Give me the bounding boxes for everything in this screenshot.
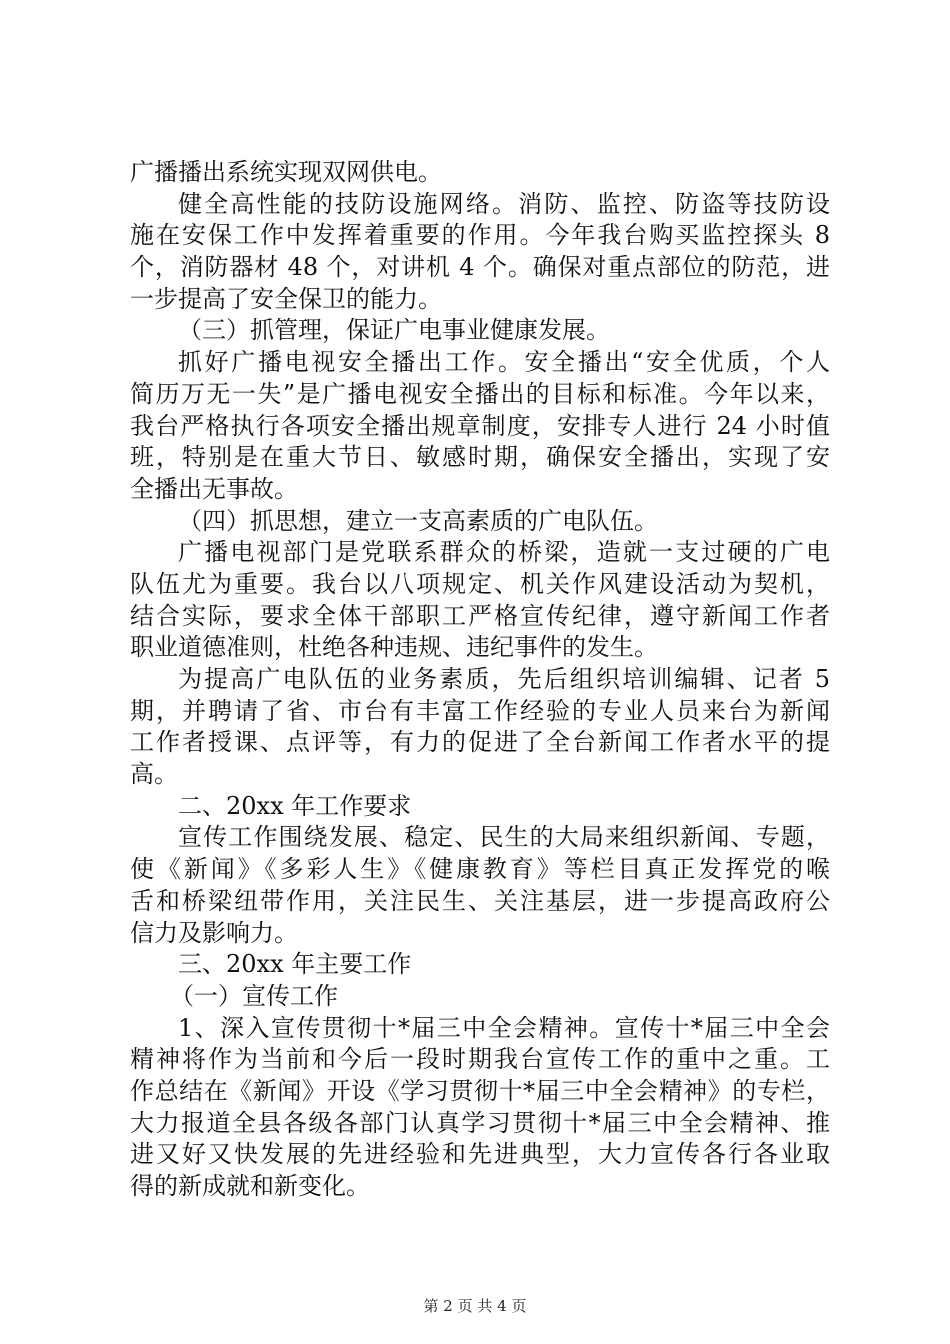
text-line: 信力及影响力。 bbox=[130, 918, 298, 947]
text-line: 抓好广播电视安全播出工作。安全播出“安全优质，个人 bbox=[178, 348, 830, 377]
text-line: 广播电视部门是党联系群众的桥梁，造就一支过硬的广电 bbox=[178, 538, 830, 567]
text-line: 期，并聘请了省、市台有丰富工作经验的专业人员来台为新闻 bbox=[130, 696, 830, 725]
text-line: 使《新闻》《多彩人生》《健康教育》等栏目真正发挥党的喉 bbox=[130, 855, 830, 884]
page-footer: 第 2 页 共 4 页 bbox=[423, 1297, 527, 1315]
text-line: 大力报道全县各级各部门认真学习贯彻十*届三中全会精神、推 bbox=[130, 1108, 830, 1137]
text-line: 作总结在《新闻》开设《学习贯彻十*届三中全会精神》的专栏， bbox=[130, 1076, 830, 1105]
text-line: 为提高广电队伍的业务素质，先后组织培训编辑、记者 5 bbox=[178, 665, 830, 693]
section-heading: 三、20xx 年主要工作 bbox=[178, 950, 412, 979]
text-line: 简历万无一失”是广播电视安全播出的目标和标准。今年以来， bbox=[130, 379, 830, 408]
text-line: 施在安保工作中发挥着重要的作用。今年我台购买监控探头 8 bbox=[130, 221, 830, 250]
section-heading: （三）抓管理，保证广电事业健康发展。 bbox=[178, 316, 610, 345]
text-line: 1、深入宣传贯彻十*届三中全会精神。宣传十*届三中全会 bbox=[178, 1013, 830, 1042]
text-line: 一步提高了安全保卫的能力。 bbox=[130, 284, 442, 313]
text-line: 进又好又快发展的先进经验和先进典型，大力宣传各行各业取 bbox=[130, 1140, 830, 1169]
text-line: 全播出无事故。 bbox=[130, 474, 298, 503]
text-line: 工作者授课、点评等，有力的促进了全台新闻工作者水平的提 bbox=[130, 728, 830, 757]
text-line: 广播播出系统实现双网供电。 bbox=[130, 158, 442, 186]
text-line: 结合实际，要求全体干部职工严格宣传纪律，遵守新闻工作者 bbox=[130, 601, 830, 630]
text-line: 舌和桥梁纽带作用，关注民生、关注基层，进一步提高政府公 bbox=[130, 886, 830, 915]
text-line: 健全高性能的技防设施网络。消防、监控、防盗等技防设 bbox=[178, 189, 830, 218]
section-heading: 二、20xx 年工作要求 bbox=[178, 791, 412, 820]
body-text bbox=[130, 157, 830, 1203]
text-line: 职业道德准则，杜绝各种违规、违纪事件的发生。 bbox=[130, 633, 658, 662]
text-line: 个，消防器材 48 个，对讲机 4 个。确保对重点部位的防范，进 bbox=[130, 253, 830, 282]
text-line: 班，特别是在重大节日、敏感时期，确保安全播出，实现了安 bbox=[130, 443, 830, 472]
section-heading: （四）抓思想，建立一支高素质的广电队伍。 bbox=[178, 506, 658, 535]
text-line: 我台严格执行各项安全播出规章制度，安排专人进行 24 小时值 bbox=[130, 411, 830, 440]
text-line: 宣传工作围绕发展、稳定、民生的大局来组织新闻、专题， bbox=[178, 823, 830, 852]
text-line: 队伍尤为重要。我台以八项规定、机关作风建设活动为契机， bbox=[130, 569, 830, 598]
text-line: 高。 bbox=[130, 760, 178, 789]
section-heading: （一）宣传工作 bbox=[170, 981, 338, 1010]
text-line: 精神将作为当前和今后一段时期我台宣传工作的重中之重。工 bbox=[130, 1045, 830, 1074]
text-line: 得的新成就和新变化。 bbox=[130, 1172, 370, 1200]
